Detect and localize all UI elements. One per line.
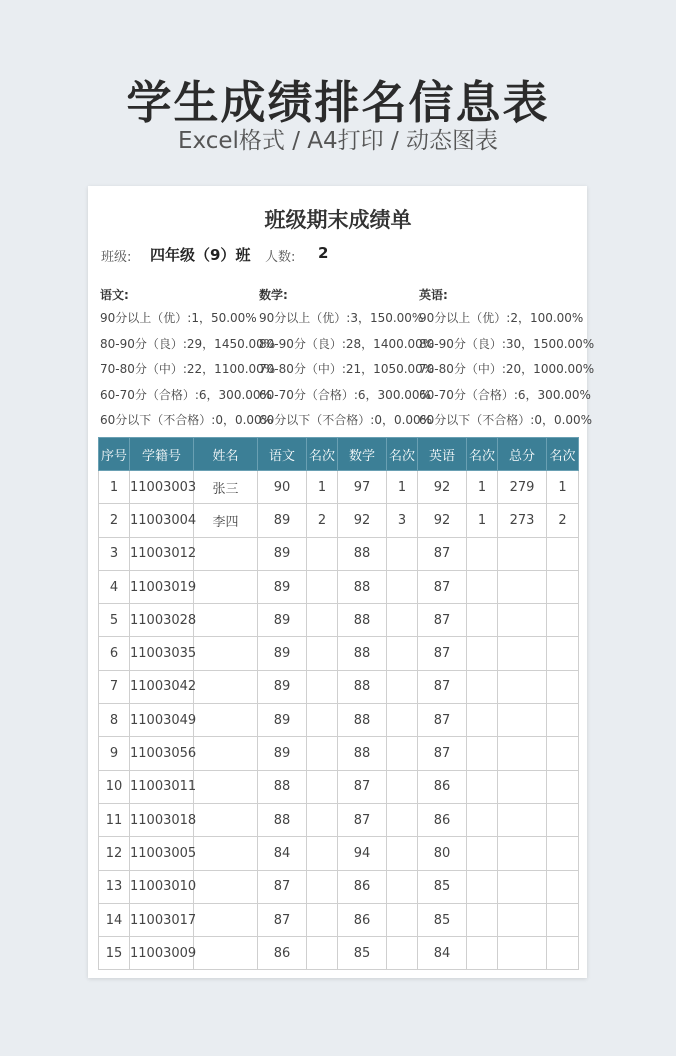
cell-total (498, 570, 547, 603)
cell-student-id: 11003028 (130, 604, 194, 637)
cell-total (498, 537, 547, 570)
count-label: 人数: (265, 250, 296, 265)
cell-index: 8 (99, 704, 130, 737)
cell-total (498, 770, 547, 803)
cell-total: 273 (498, 504, 547, 537)
table-row (99, 504, 579, 537)
cell-chinese: 89 (258, 604, 307, 637)
cell-name (194, 903, 258, 936)
cell-total-rank: 2 (547, 504, 579, 537)
cell-total-rank (547, 604, 579, 637)
stat-line: 60分以下（不合格）:0，0.00% (259, 413, 433, 427)
cell-index: 15 (99, 937, 130, 970)
cell-chinese-rank (307, 870, 338, 903)
cell-name (194, 803, 258, 836)
stat-subject-math: 数学: (259, 288, 288, 302)
cell-total-rank (547, 903, 579, 936)
cell-total (498, 704, 547, 737)
header-english: 英语 (418, 438, 467, 471)
stat-line: 60-70分（合格）:6，300.00% (100, 387, 272, 402)
grades-table (98, 437, 579, 970)
cell-total-rank (547, 937, 579, 970)
cell-math-rank (387, 803, 418, 836)
cell-chinese-rank: 1 (307, 471, 338, 504)
cell-chinese: 89 (258, 670, 307, 703)
cell-math-rank (387, 770, 418, 803)
cell-math-rank (387, 903, 418, 936)
cell-math-rank (387, 737, 418, 770)
table-row (99, 837, 579, 870)
table-row (99, 803, 579, 836)
cell-math-rank (387, 670, 418, 703)
cell-student-id: 11003012 (130, 537, 194, 570)
cell-english: 87 (418, 670, 467, 703)
cell-index: 2 (99, 504, 130, 537)
table-row (99, 670, 579, 703)
stat-line: 80-90分（良）:29，1450.00% (100, 336, 276, 351)
cell-index: 13 (99, 870, 130, 903)
class-label: 班级: (101, 250, 132, 265)
cell-english-rank (467, 837, 498, 870)
cell-index: 1 (99, 471, 130, 504)
cell-student-id: 11003019 (130, 570, 194, 603)
cell-english: 87 (418, 637, 467, 670)
cell-total (498, 737, 547, 770)
cell-math-rank (387, 604, 418, 637)
cell-student-id: 11003009 (130, 937, 194, 970)
cell-total-rank (547, 637, 579, 670)
cell-english-rank (467, 737, 498, 770)
cell-total-rank (547, 803, 579, 836)
cell-name (194, 670, 258, 703)
stat-subject-chinese: 语文: (100, 288, 129, 302)
cell-english-rank (467, 870, 498, 903)
cell-student-id: 11003056 (130, 737, 194, 770)
cell-chinese-rank (307, 770, 338, 803)
cell-math-rank (387, 704, 418, 737)
table-row (99, 537, 579, 570)
stat-line: 90分以上（优）:1，50.00% (100, 311, 257, 325)
cell-index: 9 (99, 737, 130, 770)
cell-total (498, 670, 547, 703)
cell-total (498, 903, 547, 936)
header-index: 序号 (99, 438, 130, 471)
cell-total-rank (547, 870, 579, 903)
header-student-id: 学籍号 (130, 438, 194, 471)
cell-chinese-rank (307, 803, 338, 836)
cell-name (194, 604, 258, 637)
cell-math-rank (387, 570, 418, 603)
stat-line: 60-70分（合格）:6，300.00% (419, 387, 591, 402)
cell-english-rank (467, 937, 498, 970)
cell-name (194, 937, 258, 970)
cell-student-id: 11003005 (130, 837, 194, 870)
cell-total-rank (547, 837, 579, 870)
stat-line: 80-90分（良）:30，1500.00% (419, 336, 595, 351)
cell-chinese: 89 (258, 704, 307, 737)
cell-name: 张三 (194, 471, 258, 504)
cell-chinese-rank (307, 570, 338, 603)
cell-total-rank (547, 670, 579, 703)
header-chinese: 语文 (258, 438, 307, 471)
cell-math: 88 (338, 570, 387, 603)
cell-english: 92 (418, 471, 467, 504)
table-row (99, 604, 579, 637)
cell-english-rank: 1 (467, 504, 498, 537)
cell-math: 88 (338, 670, 387, 703)
table-header-row (99, 438, 579, 471)
cell-math: 86 (338, 903, 387, 936)
cell-chinese: 89 (258, 504, 307, 537)
stat-list-math (259, 310, 435, 438)
cell-student-id: 11003010 (130, 870, 194, 903)
stat-line: 60分以下（不合格）:0，0.00% (100, 413, 274, 427)
cell-chinese: 89 (258, 637, 307, 670)
stat-list-chinese (100, 310, 276, 438)
cell-index: 12 (99, 837, 130, 870)
cell-chinese-rank (307, 737, 338, 770)
cell-chinese: 88 (258, 770, 307, 803)
cell-math: 87 (338, 770, 387, 803)
cell-chinese-rank (307, 903, 338, 936)
cell-chinese-rank (307, 837, 338, 870)
cell-chinese: 84 (258, 837, 307, 870)
cell-english-rank (467, 704, 498, 737)
cell-student-id: 11003017 (130, 903, 194, 936)
cell-chinese-rank (307, 937, 338, 970)
cell-student-id: 11003018 (130, 803, 194, 836)
cell-english: 87 (418, 704, 467, 737)
cell-chinese: 87 (258, 870, 307, 903)
cell-total (498, 803, 547, 836)
cell-chinese: 89 (258, 537, 307, 570)
cell-total-rank (547, 770, 579, 803)
cell-chinese-rank (307, 604, 338, 637)
cell-chinese-rank (307, 637, 338, 670)
cell-total (498, 937, 547, 970)
cell-math-rank (387, 937, 418, 970)
table-row (99, 637, 579, 670)
cell-english: 87 (418, 604, 467, 637)
table-row (99, 870, 579, 903)
cell-student-id: 11003011 (130, 770, 194, 803)
header-rank: 名次 (547, 438, 579, 471)
cell-math-rank (387, 837, 418, 870)
cell-chinese: 86 (258, 937, 307, 970)
cell-name (194, 570, 258, 603)
cell-name: 李四 (194, 504, 258, 537)
cell-name (194, 637, 258, 670)
cell-student-id: 11003003 (130, 471, 194, 504)
cell-index: 6 (99, 637, 130, 670)
cell-english-rank: 1 (467, 471, 498, 504)
cell-english-rank (467, 570, 498, 603)
header-rank: 名次 (467, 438, 498, 471)
header-math: 数学 (338, 438, 387, 471)
cell-math: 88 (338, 537, 387, 570)
cell-english-rank (467, 770, 498, 803)
cell-index: 5 (99, 604, 130, 637)
cell-student-id: 11003035 (130, 637, 194, 670)
cell-english: 87 (418, 570, 467, 603)
header-rank: 名次 (387, 438, 418, 471)
cell-index: 10 (99, 770, 130, 803)
cell-english: 87 (418, 537, 467, 570)
cell-math-rank (387, 870, 418, 903)
cell-name (194, 737, 258, 770)
banner-subtitle: Excel格式 / A4打印 / 动态图表 (177, 128, 499, 154)
table-row (99, 471, 579, 504)
cell-english: 85 (418, 903, 467, 936)
cell-math: 88 (338, 637, 387, 670)
stat-line: 60-70分（合格）:6，300.00% (259, 387, 431, 402)
cell-english-rank (467, 604, 498, 637)
cell-name (194, 770, 258, 803)
sheet-title: 班级期末成绩单 (264, 208, 412, 232)
stat-list-english (419, 310, 595, 438)
cell-total (498, 604, 547, 637)
cell-math: 85 (338, 937, 387, 970)
stat-line: 70-80分（中）:22，1100.00% (100, 362, 276, 376)
cell-chinese-rank (307, 537, 338, 570)
header-rank: 名次 (307, 438, 338, 471)
cell-total: 279 (498, 471, 547, 504)
cell-chinese: 89 (258, 737, 307, 770)
cell-math-rank (387, 637, 418, 670)
table-row (99, 770, 579, 803)
cell-english-rank (467, 637, 498, 670)
cell-index: 11 (99, 803, 130, 836)
cell-english: 86 (418, 770, 467, 803)
cell-total-rank (547, 704, 579, 737)
cell-index: 7 (99, 670, 130, 703)
stat-line: 70-80分（中）:21，1050.00% (259, 362, 435, 376)
cell-chinese: 87 (258, 903, 307, 936)
cell-math: 97 (338, 471, 387, 504)
cell-chinese-rank (307, 670, 338, 703)
table-row (99, 570, 579, 603)
cell-total (498, 637, 547, 670)
stat-line: 80-90分（良）:28，1400.00% (259, 336, 435, 351)
cell-total-rank (547, 570, 579, 603)
cell-chinese: 88 (258, 803, 307, 836)
table-row (99, 937, 579, 970)
banner-title: 学生成绩排名信息表 (126, 76, 550, 129)
cell-english: 86 (418, 803, 467, 836)
cell-total (498, 870, 547, 903)
cell-math-rank: 3 (387, 504, 418, 537)
cell-english: 84 (418, 937, 467, 970)
count-value: 2 (318, 244, 329, 262)
cell-math: 88 (338, 737, 387, 770)
cell-name (194, 537, 258, 570)
cell-chinese: 90 (258, 471, 307, 504)
cell-english: 85 (418, 870, 467, 903)
cell-math: 88 (338, 704, 387, 737)
cell-english-rank (467, 803, 498, 836)
cell-english-rank (467, 537, 498, 570)
cell-english: 92 (418, 504, 467, 537)
stat-line: 70-80分（中）:20，1000.00% (419, 362, 595, 376)
cell-math-rank (387, 537, 418, 570)
grades-body (99, 471, 579, 970)
cell-student-id: 11003042 (130, 670, 194, 703)
cell-english-rank (467, 903, 498, 936)
cell-chinese: 89 (258, 570, 307, 603)
cell-math-rank: 1 (387, 471, 418, 504)
cell-math: 88 (338, 604, 387, 637)
cell-total-rank (547, 537, 579, 570)
cell-total-rank: 1 (547, 471, 579, 504)
cell-index: 14 (99, 903, 130, 936)
cell-math: 94 (338, 837, 387, 870)
cell-english: 80 (418, 837, 467, 870)
cell-math: 86 (338, 870, 387, 903)
table-row (99, 704, 579, 737)
cell-student-id: 11003049 (130, 704, 194, 737)
header-name: 姓名 (194, 438, 258, 471)
cell-student-id: 11003004 (130, 504, 194, 537)
class-value: 四年级（9）班 (150, 246, 251, 264)
cell-math: 87 (338, 803, 387, 836)
cell-chinese-rank (307, 704, 338, 737)
header-total: 总分 (498, 438, 547, 471)
cell-chinese-rank: 2 (307, 504, 338, 537)
cell-name (194, 837, 258, 870)
stat-line: 60分以下（不合格）:0，0.00% (419, 413, 593, 427)
cell-index: 4 (99, 570, 130, 603)
stat-line: 90分以上（优）:2，100.00% (419, 311, 584, 325)
cell-name (194, 870, 258, 903)
cell-total-rank (547, 737, 579, 770)
table-row (99, 737, 579, 770)
cell-math: 92 (338, 504, 387, 537)
cell-english-rank (467, 670, 498, 703)
cell-name (194, 704, 258, 737)
cell-english: 87 (418, 737, 467, 770)
cell-index: 3 (99, 537, 130, 570)
stat-line: 90分以上（优）:3，150.00% (259, 311, 424, 325)
table-row (99, 903, 579, 936)
stat-subject-english: 英语: (419, 288, 448, 302)
cell-total (498, 837, 547, 870)
